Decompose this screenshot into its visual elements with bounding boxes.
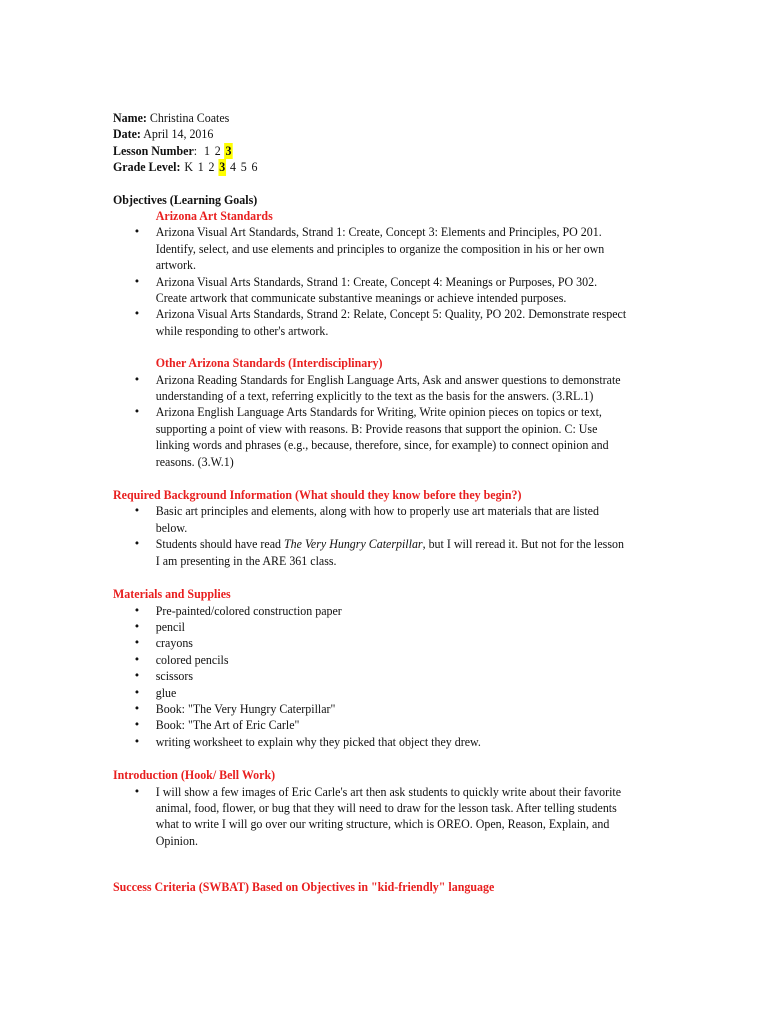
lesson-plan [113, 110, 631, 896]
introduction-heading: Introduction (Hook/ Bell Work) [113, 768, 276, 783]
materials-heading: Materials and Supplies [113, 587, 231, 602]
date-row [113, 126, 631, 142]
list-item: • Arizona Reading Standards for English Language Arts, Ask and answer questions to demonstrate understanding of a text, referring explicitly to the text as the basis for the answers. (3.RL.1) [113, 372, 631, 405]
book-title: The Very Hungry Caterpillar [284, 537, 423, 552]
other-standards-heading: Other Arizona Standards (Interdisciplinary) [155, 356, 383, 371]
list-item: • Arizona Visual Arts Standards, Strand 2: Relate, Concept 5: Quality, PO 202. Demonstrate respect while responding to other's artwork. [113, 306, 631, 339]
grade-level-option: 6 [251, 160, 258, 175]
list-item: • Arizona Visual Art Standards, Strand 1: Create, Concept 3: Elements and Principles, PO 201. Identify, select, and use elements and principles to organize the composition in his or her own artwork. [113, 224, 631, 273]
lesson-number-option: 2 [214, 143, 221, 158]
lesson-number-options [203, 144, 235, 158]
grade-level-option: 2 [208, 160, 215, 175]
objectives-heading: Objectives (Learning Goals) [113, 192, 258, 207]
grade-level-option: 1 [197, 160, 204, 175]
materials-list [113, 603, 631, 751]
grade-level-option: 5 [240, 160, 247, 175]
name-row [113, 110, 631, 126]
grade-level-options [183, 160, 261, 174]
background-heading: Required Background Information (What should they know before they begin?) [113, 488, 522, 503]
background-text-before: Students should have read [155, 537, 285, 552]
list-item: • Book: "The Art of Eric Carle" [113, 717, 631, 733]
list-item: • Pre-painted/colored construction paper [113, 603, 631, 619]
list-item: • scissors [113, 668, 631, 684]
list-item: • I will show a few images of Eric Carle's art then ask students to quickly write about their favorite animal, food, flower, or bug that they will need to draw for the lesson task. After telling students what to write I will go over our writing structure, which is OREO. Open, Reason, Explain, and Opinion. [113, 784, 631, 850]
introduction-list [113, 784, 631, 850]
name-label: Name: [113, 111, 147, 125]
list-item: • colored pencils [113, 652, 631, 668]
list-item: • glue [113, 685, 631, 701]
lesson-number-option: 1 [204, 143, 211, 158]
grade-level-option: 3 [219, 160, 226, 175]
list-item: • writing worksheet to explain why they picked that object they drew. [113, 734, 631, 750]
background-text-after: , but I will reread it. But not for the lesson I am presenting in the ARE 361 class. [155, 537, 624, 568]
grade-level-option: K [184, 160, 194, 175]
art-standards-heading: Arizona Art Standards [155, 208, 273, 223]
lesson-number-colon: : [193, 143, 198, 158]
background-list [113, 503, 631, 569]
lesson-number-label: Lesson Number [113, 143, 194, 158]
list-item: • Arizona Visual Arts Standards, Strand 1: Create, Concept 4: Meanings or Purposes, PO 302. Create artwork that communicate substantive meanings or achieve intended purposes. [113, 274, 631, 307]
date-value: April 14, 2016 [143, 127, 214, 142]
list-item: • crayons [113, 635, 631, 651]
list-item: • Basic art principles and elements, along with how to properly use art materials that are listed below. [113, 503, 631, 536]
art-standards-list [113, 224, 631, 339]
list-item [113, 536, 631, 569]
grade-level-option: 4 [229, 160, 236, 175]
list-item: • Book: "The Very Hungry Caterpillar" [113, 701, 631, 717]
list-item: • Arizona English Language Arts Standards for Writing, Write opinion pieces on topics or text, supporting a point of view with reasons. B: Provide reasons that support the opinion. C: Use linking words and phrases (e.g., because, therefore, since, for example) to connect opinion and reasons. (3.W.1) [113, 404, 631, 470]
date-label: Date: [113, 127, 141, 142]
lesson-number-option: 3 [225, 143, 232, 158]
lesson-number-row [113, 143, 631, 159]
list-item: • pencil [113, 619, 631, 635]
grade-level-label: Grade Level: [113, 160, 181, 175]
grade-level-row [113, 159, 631, 175]
other-standards-list [113, 372, 631, 470]
success-criteria-heading: Success Criteria (SWBAT) Based on Objectives in "kid-friendly" language [113, 880, 495, 895]
name-value: Christina Coates [149, 111, 230, 125]
